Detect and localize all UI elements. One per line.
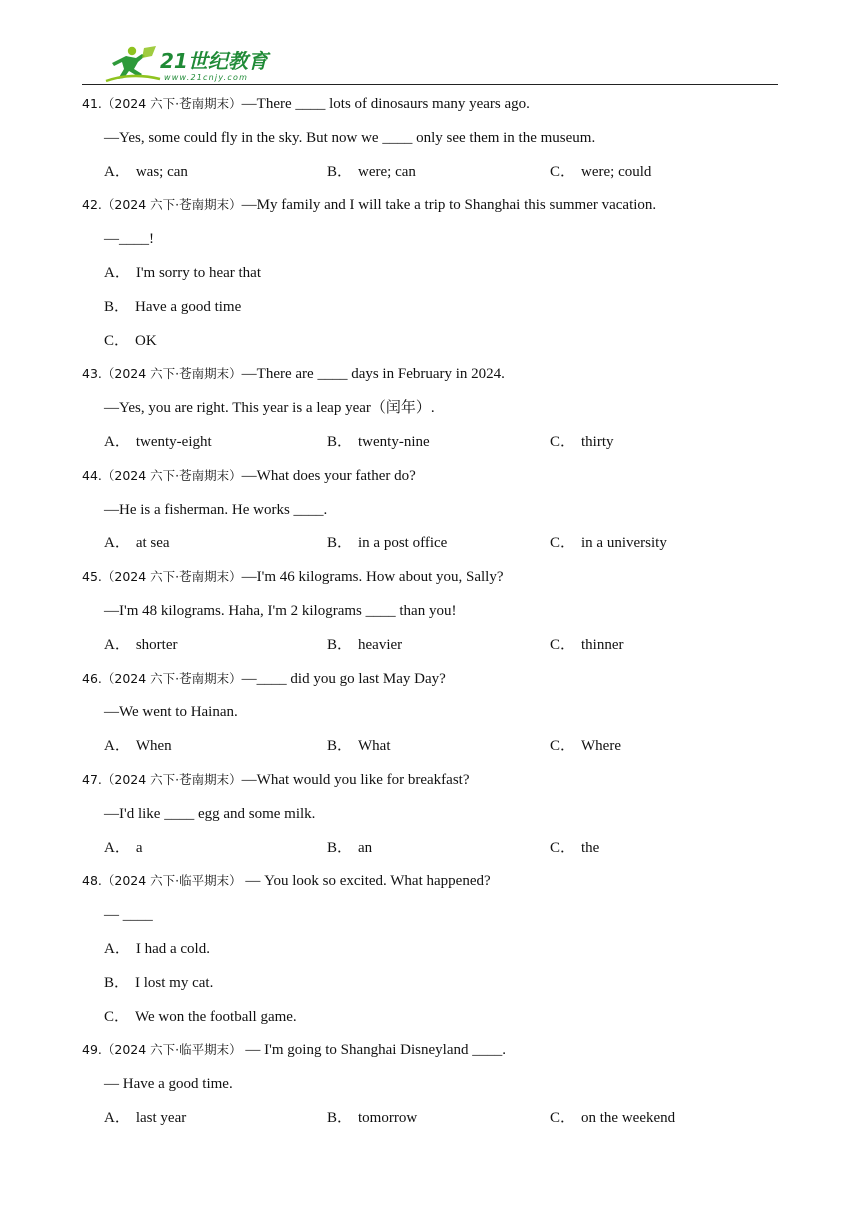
question-45 xyxy=(82,563,782,664)
question-text: —I'm 46 kilograms. How about you, Sally? xyxy=(241,569,504,586)
option-text: in a university xyxy=(581,535,667,552)
option-letter: A． xyxy=(104,636,130,653)
question-44 xyxy=(82,462,782,563)
option-letter: C． xyxy=(550,535,576,552)
question-text: —There ____ lots of dinosaurs many years ago. xyxy=(241,96,530,112)
question-stem xyxy=(82,1036,782,1070)
response-text: —____! xyxy=(104,231,154,248)
question-stem xyxy=(82,766,782,800)
question-49 xyxy=(82,1036,782,1137)
option-text: on the weekend xyxy=(581,1109,676,1126)
option-letter: C． xyxy=(550,738,576,755)
option-text: shorter xyxy=(135,636,178,653)
question-stem xyxy=(82,360,782,394)
question-stem xyxy=(82,462,782,496)
options-row xyxy=(82,293,782,327)
header-rule xyxy=(82,84,778,85)
option-c[interactable] xyxy=(550,428,773,456)
option-c[interactable] xyxy=(550,631,773,659)
options-row xyxy=(82,158,782,192)
response-text: —I'm 48 kilograms. Haha, I'm 2 kilograms ____ than you! xyxy=(104,602,457,619)
option-text: I lost my cat. xyxy=(135,974,214,991)
option-letter: C． xyxy=(104,1008,130,1025)
question-number: 48. xyxy=(82,873,102,889)
option-text: a xyxy=(135,839,143,856)
option-b[interactable] xyxy=(104,293,241,321)
question-number: 47. xyxy=(82,771,102,787)
option-letter: B． xyxy=(104,298,130,315)
option-text: I had a cold. xyxy=(135,940,210,957)
options-row xyxy=(82,327,782,361)
options-row xyxy=(82,732,782,766)
option-b[interactable] xyxy=(104,969,213,997)
question-text: — I'm going to Shanghai Disneyland ____. xyxy=(241,1042,507,1059)
option-letter: A． xyxy=(104,738,130,755)
option-b[interactable] xyxy=(327,158,550,186)
option-a[interactable] xyxy=(104,428,327,456)
option-letter: C． xyxy=(550,433,576,450)
option-text: were; can xyxy=(358,163,416,180)
response-text: — ____ xyxy=(104,907,153,924)
question-source: （2024 六下·苍南期末） xyxy=(101,197,242,213)
logo-subtext: www.21cnjy.com xyxy=(164,73,249,82)
question-source: （2024 六下·临平期末） xyxy=(101,873,242,889)
question-list xyxy=(82,90,782,1138)
option-letter: C． xyxy=(550,163,576,180)
options-row xyxy=(82,1104,782,1138)
option-text: I'm sorry to hear that xyxy=(135,264,262,281)
question-source: （2024 六下·苍南期末） xyxy=(101,96,242,111)
option-letter: B． xyxy=(327,1109,353,1126)
option-a[interactable] xyxy=(104,158,327,186)
option-text: We won the football game. xyxy=(135,1008,297,1025)
options-row xyxy=(82,1003,782,1037)
question-48 xyxy=(82,867,782,1036)
question-stem xyxy=(82,191,782,225)
options-row xyxy=(82,631,782,665)
question-text: — You look so excited. What happened? xyxy=(241,873,491,890)
option-letter: A． xyxy=(104,940,130,957)
question-stem xyxy=(82,665,782,699)
options-row xyxy=(82,935,782,969)
option-text: OK xyxy=(135,332,157,349)
option-text: was; can xyxy=(135,163,188,180)
options-row xyxy=(82,529,782,563)
option-letter: B． xyxy=(327,738,353,755)
option-text: thinner xyxy=(581,636,624,653)
option-text: twenty-nine xyxy=(358,433,430,450)
option-letter: B． xyxy=(327,839,353,856)
options-row xyxy=(82,428,782,462)
response-text: —I'd like ____ egg and some milk. xyxy=(104,805,316,822)
option-letter: A． xyxy=(104,163,130,180)
question-46 xyxy=(82,665,782,766)
question-number: 46. xyxy=(82,670,102,686)
question-source: （2024 六下·苍南期末） xyxy=(101,771,242,787)
question-number: 49. xyxy=(82,1042,102,1058)
response-text: —We went to Hainan. xyxy=(104,704,238,721)
option-text: at sea xyxy=(135,535,170,552)
question-stem xyxy=(82,563,782,597)
option-letter: C． xyxy=(550,1109,576,1126)
option-c[interactable] xyxy=(550,834,773,862)
option-letter: B． xyxy=(327,535,353,552)
question-text: —What does your father do? xyxy=(241,467,416,484)
question-number: 45. xyxy=(82,569,102,585)
option-letter: C． xyxy=(550,636,576,653)
option-letter: A． xyxy=(104,1109,130,1126)
question-number: 41. xyxy=(82,96,102,111)
question-source: （2024 六下·临平期末） xyxy=(101,1042,242,1058)
option-letter: A． xyxy=(104,839,130,856)
option-text: Where xyxy=(581,738,621,755)
option-text: What xyxy=(358,738,391,755)
options-row xyxy=(82,969,782,1003)
question-text: —My family and I will take a trip to Shanghai this summer vacation. xyxy=(241,197,657,214)
question-number: 43. xyxy=(82,366,102,382)
option-text: Have a good time xyxy=(135,298,242,315)
question-source: （2024 六下·苍南期末） xyxy=(101,569,242,585)
question-47 xyxy=(82,766,782,867)
option-text: When xyxy=(135,738,172,755)
option-text: heavier xyxy=(358,636,403,653)
option-b[interactable] xyxy=(327,732,550,760)
option-text: last year xyxy=(135,1109,187,1126)
logo xyxy=(102,42,272,84)
question-source: （2024 六下·苍南期末） xyxy=(101,366,242,382)
option-c[interactable] xyxy=(550,1104,773,1132)
option-a[interactable] xyxy=(104,529,327,557)
option-letter: B． xyxy=(327,636,353,653)
question-source: （2024 六下·苍南期末） xyxy=(101,670,242,686)
option-text: thirty xyxy=(581,433,614,450)
option-c[interactable] xyxy=(550,529,773,557)
response-text: —Yes, you are right. This year is a leap year（闰年）. xyxy=(104,400,435,417)
option-text: in a post office xyxy=(358,535,448,552)
option-letter: C． xyxy=(550,839,576,856)
question-number: 42. xyxy=(82,197,102,213)
page-header xyxy=(82,38,778,86)
question-number: 44. xyxy=(82,467,102,483)
option-letter: A． xyxy=(104,535,130,552)
question-text: —____ did you go last May Day? xyxy=(241,670,446,687)
question-text: —What would you like for breakfast? xyxy=(241,771,470,788)
option-b[interactable] xyxy=(327,834,550,862)
option-letter: B． xyxy=(104,974,130,991)
question-source: （2024 六下·苍南期末） xyxy=(101,467,242,483)
option-c[interactable] xyxy=(550,158,773,186)
option-c[interactable] xyxy=(104,1003,297,1031)
option-text: were; could xyxy=(581,163,652,180)
option-text: the xyxy=(581,839,600,856)
logo-text: 21世纪教育 xyxy=(160,49,268,73)
option-a[interactable] xyxy=(104,935,210,963)
option-text: tomorrow xyxy=(358,1109,418,1126)
option-text: twenty-eight xyxy=(135,433,212,450)
options-row xyxy=(82,834,782,868)
option-b[interactable] xyxy=(327,631,550,659)
option-text: an xyxy=(358,839,373,856)
option-c[interactable] xyxy=(550,732,773,760)
option-letter: B． xyxy=(327,163,353,180)
question-41 xyxy=(82,90,782,191)
option-a[interactable] xyxy=(104,834,327,862)
option-c[interactable] xyxy=(104,327,157,355)
option-letter: A． xyxy=(104,433,130,450)
option-letter: C． xyxy=(104,332,130,349)
question-stem xyxy=(82,867,782,901)
option-a[interactable] xyxy=(104,732,327,760)
question-42 xyxy=(82,191,782,360)
option-b[interactable] xyxy=(327,529,550,557)
response-text: —He is a fisherman. He works ____. xyxy=(104,501,328,518)
question-43 xyxy=(82,360,782,461)
option-letter: A． xyxy=(104,264,130,281)
options-row xyxy=(82,259,782,293)
option-b[interactable] xyxy=(327,1104,550,1132)
option-a[interactable] xyxy=(104,631,327,659)
option-a[interactable] xyxy=(104,1104,327,1132)
question-stem xyxy=(82,90,782,124)
runner-icon xyxy=(106,46,160,81)
option-a[interactable] xyxy=(104,259,261,287)
question-text: —There are ____ days in February in 2024. xyxy=(241,366,505,383)
response-text: — Have a good time. xyxy=(104,1076,233,1093)
option-b[interactable] xyxy=(327,428,550,456)
option-letter: B． xyxy=(327,433,353,450)
response-text: —Yes, some could fly in the sky. But now we ____ only see them in the museum. xyxy=(104,129,596,146)
